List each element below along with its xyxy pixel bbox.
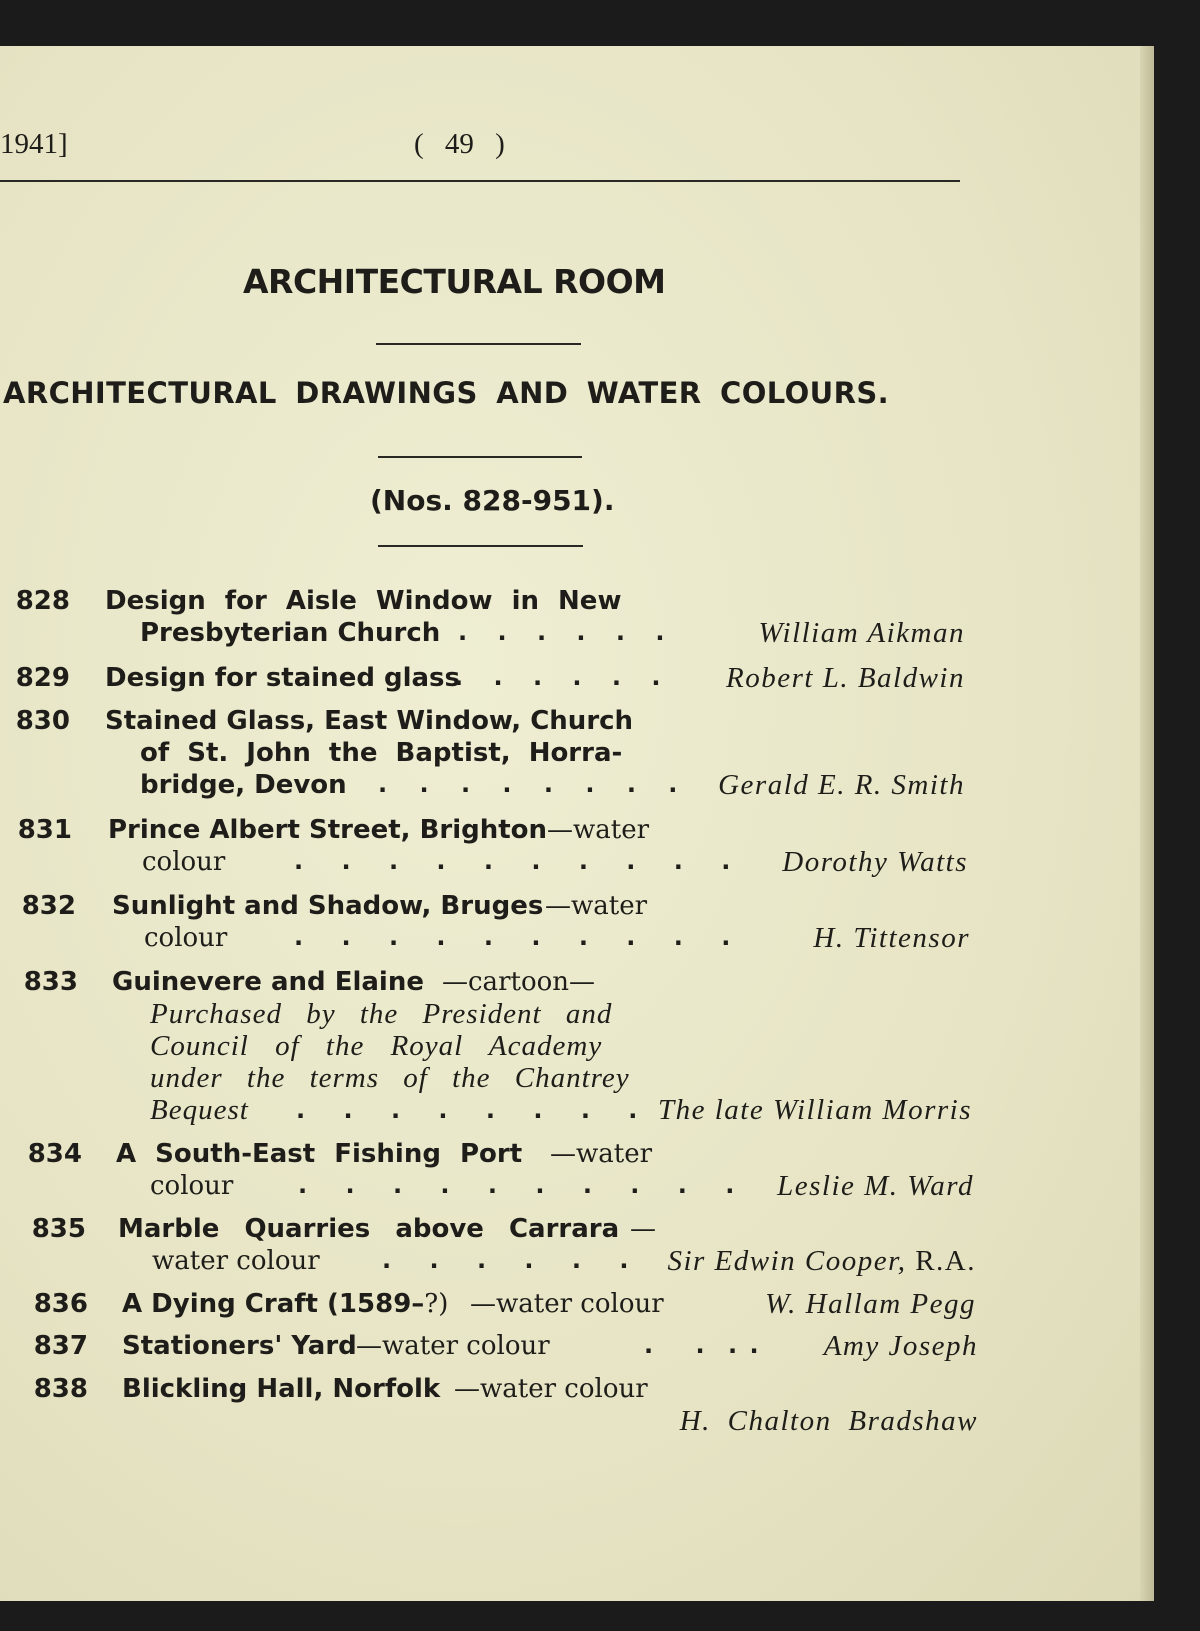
entry-title: Stationers' Yard bbox=[122, 1331, 357, 1361]
entry-number: 828 bbox=[15, 586, 70, 616]
artist-name: Sir Edwin Cooper, bbox=[667, 1245, 907, 1277]
entry-title: Prince Albert Street, Brighton bbox=[108, 815, 548, 845]
leader-dots: . . . . . . bbox=[458, 618, 667, 646]
entry-medium: — bbox=[630, 1214, 656, 1244]
entry-medium: —water bbox=[550, 1139, 653, 1169]
entry-artist: Dorothy Watts bbox=[782, 846, 968, 878]
entry-number: 833 bbox=[23, 967, 78, 997]
entry-title: of St. John the Baptist, Horra- bbox=[140, 738, 623, 768]
entry-artist: H. Tittensor bbox=[813, 922, 970, 954]
title-main: A Dying Craft bbox=[122, 1289, 318, 1319]
title-rule bbox=[376, 343, 581, 345]
entry-number: 835 bbox=[31, 1214, 86, 1244]
purchase-note: under the terms of the Chantrey bbox=[150, 1062, 630, 1094]
entry-medium: colour bbox=[142, 847, 226, 877]
entry-number: 838 bbox=[33, 1374, 88, 1404]
purchase-note: Purchased by the President and bbox=[150, 998, 613, 1030]
leader-dots: . . . . . . bbox=[382, 1246, 631, 1274]
leader-dots: . . . . . . . . . . bbox=[298, 1171, 737, 1199]
entry-medium: water colour bbox=[152, 1246, 320, 1276]
entry-title: Design for stained glass bbox=[105, 663, 461, 693]
entry-number: 832 bbox=[21, 891, 76, 921]
page-edge bbox=[1140, 46, 1154, 1601]
entry-medium: colour bbox=[150, 1171, 234, 1201]
header-rule bbox=[0, 180, 960, 182]
entry-number: 831 bbox=[17, 815, 72, 845]
entry-number: 837 bbox=[33, 1331, 88, 1361]
entry-artist: Leslie M. Ward bbox=[777, 1170, 974, 1202]
artist-suffix: R.A. bbox=[915, 1245, 976, 1277]
leader-dots: . . . . . . . . bbox=[378, 770, 680, 798]
entry-artist: H. Chalton Bradshaw bbox=[679, 1405, 978, 1437]
entry-title: A South-East Fishing Port bbox=[116, 1139, 523, 1169]
leader-dots: . . . . . . bbox=[454, 663, 663, 691]
leader-dots: . . . . . . . . . . bbox=[294, 847, 733, 875]
entry-medium: colour bbox=[144, 923, 228, 953]
number-range: (Nos. 828-951). bbox=[370, 484, 615, 517]
entry-artist: The late William Morris bbox=[657, 1094, 972, 1126]
entry-artist: Amy Joseph bbox=[823, 1330, 978, 1362]
section-title: ARCHITECTURAL ROOM bbox=[243, 262, 666, 301]
entry-title bbox=[122, 1289, 448, 1319]
subtitle-rule bbox=[378, 456, 582, 458]
entry-medium: —water colour bbox=[356, 1331, 550, 1361]
entry-medium: —water colour bbox=[454, 1374, 648, 1404]
entry-title: Sunlight and Shadow, Bruges bbox=[112, 891, 544, 921]
section-subtitle: ARCHITECTURAL DRAWINGS AND WATER COLOURS. bbox=[3, 376, 890, 410]
leader-dots: . . . . . . . . . . bbox=[294, 923, 733, 951]
entry-artist: Robert L. Baldwin bbox=[726, 662, 965, 694]
entry-number: 829 bbox=[15, 663, 70, 693]
entry-title: Guinevere and Elaine bbox=[112, 967, 424, 997]
page-number: ( 49 ) bbox=[414, 128, 505, 160]
purchase-note: Council of the Royal Academy bbox=[150, 1030, 603, 1062]
entry-number: 830 bbox=[15, 706, 70, 736]
entry-title: bridge, Devon bbox=[140, 770, 347, 800]
entry-number: 836 bbox=[33, 1289, 88, 1319]
leader-dots: . . bbox=[728, 1331, 761, 1359]
entry-number: 834 bbox=[27, 1139, 82, 1169]
range-rule bbox=[378, 545, 583, 547]
entry-artist: W. Hallam Pegg bbox=[765, 1288, 976, 1320]
title-query: ?) bbox=[424, 1289, 449, 1319]
entry-artist bbox=[667, 1245, 976, 1278]
entry-medium: —water bbox=[547, 815, 650, 845]
header-year: 1941] bbox=[0, 128, 68, 160]
leader-dots: . . . . . . . . bbox=[296, 1096, 640, 1124]
entry-artist: William Aikman bbox=[758, 617, 965, 649]
entry-medium: —water colour bbox=[470, 1289, 664, 1319]
entry-title: Design for Aisle Window in New bbox=[105, 586, 622, 616]
title-date: (1589– bbox=[317, 1289, 425, 1319]
entry-title: Presbyterian Church bbox=[140, 618, 441, 648]
entry-medium: —water bbox=[545, 891, 648, 921]
leader-dots: . . bbox=[644, 1331, 707, 1359]
entry-title: Blickling Hall, Norfolk bbox=[122, 1374, 441, 1404]
purchase-note: Bequest bbox=[150, 1094, 249, 1126]
entry-title: Stained Glass, East Window, Church bbox=[105, 706, 634, 736]
entry-artist: Gerald E. R. Smith bbox=[718, 769, 965, 801]
entry-title: Marble Quarries above Carrara bbox=[118, 1214, 620, 1244]
entry-medium: —cartoon— bbox=[442, 967, 595, 997]
